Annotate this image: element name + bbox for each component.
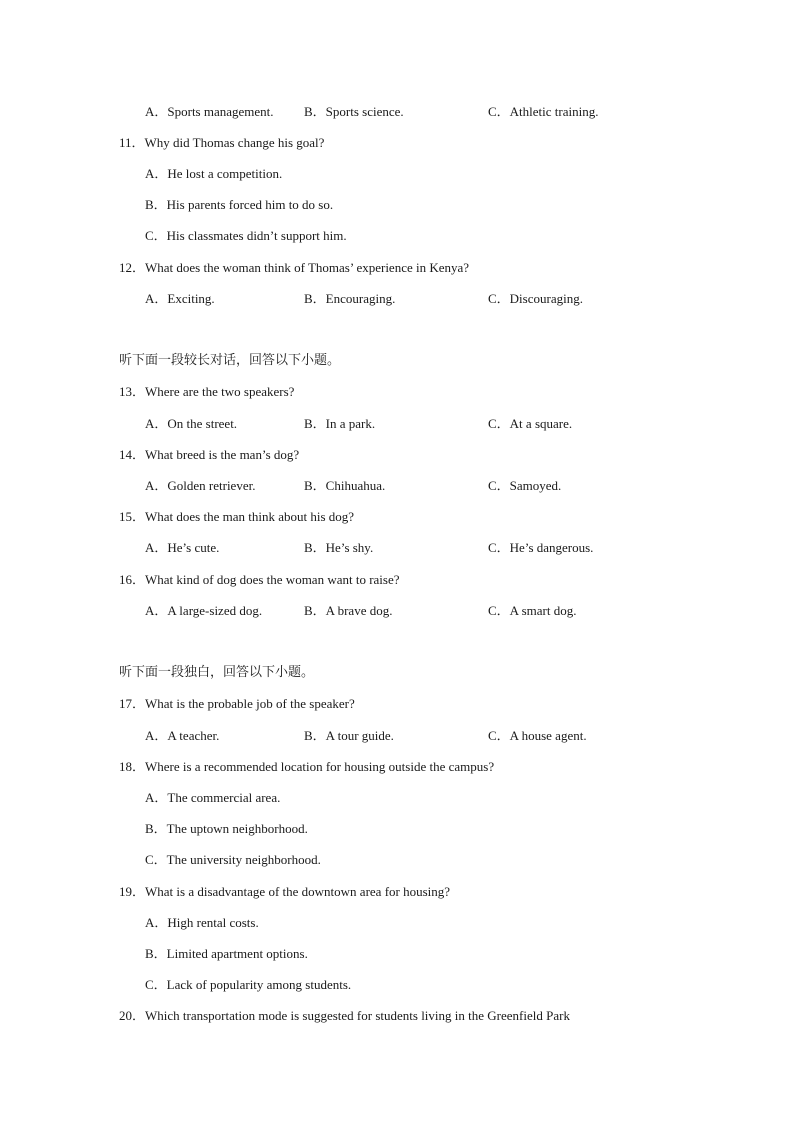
q14-option-b: B．Chihuahua. [304,478,386,493]
q15-option-c: C．He’s dangerous. [488,540,594,555]
q11-question: 11．Why did Thomas change his goal? [119,135,325,150]
q17-option-a: A．A teacher. [145,728,220,743]
q15-option-a: A．He’s cute. [145,540,220,555]
q17-option-c: C．A house agent. [488,728,587,743]
q15-option-b: B．He’s shy. [304,540,374,555]
q17-question: 17．What is the probable job of the speaker? [119,696,355,711]
q11-option-a: A．He lost a competition. [145,166,283,181]
q11-option-b: B．His parents forced him to do so. [145,197,334,212]
q19-option-c: C．Lack of popularity among students. [145,977,352,992]
q14-option-a: A．Golden retriever. [145,478,256,493]
q14-option-c: C．Samoyed. [488,478,562,493]
q16-question: 16．What kind of dog does the woman want to raise? [119,572,400,587]
q15-question: 15．What does the man think about his dog? [119,509,355,524]
q20-question: 20．Which transportation mode is suggested for students living in the Greenfield Park [119,1008,570,1023]
q18-option-c: C．The university neighborhood. [145,852,321,867]
q11-option-c: C．His classmates didn’t support him. [145,228,347,243]
q10-option-c: C．Athletic training. [488,104,599,119]
q10-option-a: A．Sports management. [145,104,274,119]
q17-option-b: B．A tour guide. [304,728,394,743]
q12-option-a: A．Exciting. [145,291,215,306]
q16-option-b: B．A brave dog. [304,603,393,618]
q19-question: 19．What is a disadvantage of the downtown area for housing? [119,884,451,899]
section-heading-dialogue: 听下面一段较长对话，回答以下小题。 [119,353,341,368]
q10-option-b: B．Sports science. [304,104,404,119]
q14-question: 14．What breed is the man’s dog? [119,447,300,462]
q12-option-b: B．Encouraging. [304,291,396,306]
q13-option-b: B．In a park. [304,416,376,431]
q18-question: 18．Where is a recommended location for housing outside the campus? [119,759,495,774]
q16-option-a: A．A large-sized dog. [145,603,263,618]
q12-option-c: C．Discouraging. [488,291,583,306]
q13-option-a: A．On the street. [145,416,238,431]
q13-question: 13．Where are the two speakers? [119,384,295,399]
q12-question: 12．What does the woman think of Thomas’ experience in Kenya? [119,260,470,275]
q16-option-c: C．A smart dog. [488,603,577,618]
section-heading-monologue: 听下面一段独白，回答以下小题。 [119,665,315,680]
q19-option-a: A．High rental costs. [145,915,259,930]
q13-option-c: C．At a square. [488,416,573,431]
q18-option-a: A．The commercial area. [145,790,281,805]
q19-option-b: B．Limited apartment options. [145,946,308,961]
q18-option-b: B．The uptown neighborhood. [145,821,308,836]
